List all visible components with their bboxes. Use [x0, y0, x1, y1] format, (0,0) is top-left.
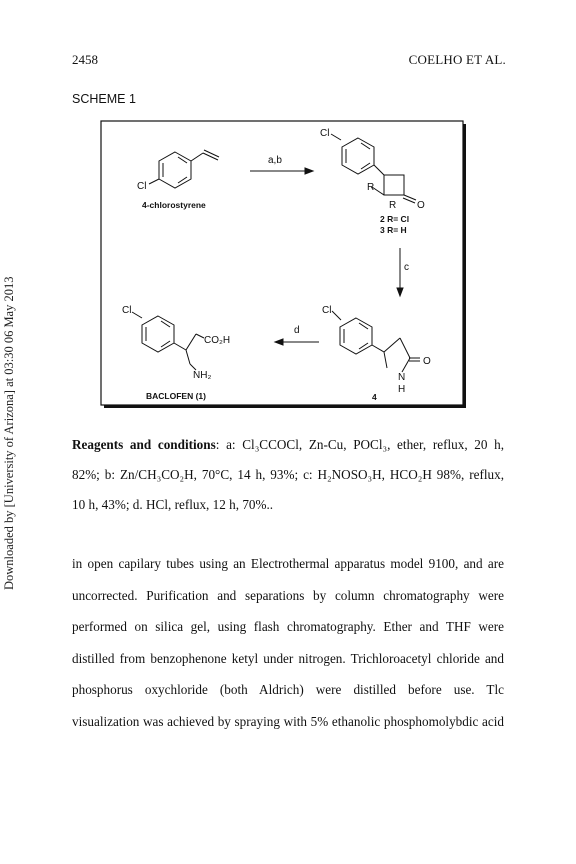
reagents-line-3: 10 h, 43%; d. HCl, reflux, 12 h, 70%.. — [72, 497, 274, 512]
download-watermark: Downloaded by [University of Arizona] at 03:30 06 May 2013 — [2, 276, 16, 590]
baclofen-label: BACLOFEN (1) — [146, 391, 206, 401]
cl-label-1: Cl — [122, 305, 132, 316]
compound-3-label: 3 R= H — [380, 225, 407, 235]
reagents-and-conditions — [72, 430, 504, 520]
o-label-2: O — [417, 200, 425, 211]
reagents-line-2: 82%; b: Zn/CH₃CO₂H, 70°C, 14 h, 93%; c: H₂NOSO₃H, HCO₂H 98%, reflux, — [72, 467, 504, 482]
h-label-4: H — [398, 384, 406, 395]
body-paragraph — [72, 548, 504, 737]
scheme-label: SCHEME 1 — [72, 92, 136, 106]
n-label-4: N — [398, 372, 406, 383]
body-line-5: phosphorus oxychloride (both Aldrich) were distilled before use. Tlc — [72, 682, 504, 697]
body-line-6: visualization was achieved by spraying with 5% ethanolic phosphomolybdic acid — [72, 713, 504, 729]
arrow-c-label: c — [404, 262, 409, 273]
arrow-d-label: d — [294, 325, 300, 336]
cl-label-2: Cl — [320, 128, 330, 139]
scheme-diagram — [100, 120, 468, 410]
reagents-heading: Reagents and conditions — [72, 437, 216, 452]
co2h-label: CO₂H — [204, 335, 231, 346]
compound-2-label: 2 R= Cl — [380, 214, 410, 224]
o-label-4: O — [423, 356, 431, 367]
cl-label-4: Cl — [322, 305, 332, 316]
cl-label-sm: Cl — [137, 181, 147, 192]
body-line-1: in open capilary tubes using an Electrothermal apparatus model 9100, and are — [72, 556, 504, 571]
arrow-ab-label: a,b — [268, 155, 282, 166]
chlorostyrene-name: 4-chlorostyrene — [142, 200, 206, 210]
reaction-scheme — [100, 120, 468, 410]
nh2-label: NH₂ — [193, 370, 212, 381]
body-line-4: distilled from benzophenone ketyl under nitrogen. Trichloroacetyl chloride and — [72, 650, 504, 666]
body-line-2: uncorrected. Purification and separations by column chromatography were — [72, 587, 504, 603]
page-number: 2458 — [72, 52, 98, 67]
r-label-left: R — [367, 182, 375, 193]
compound-4-label: 4 — [372, 392, 377, 402]
body-line-3: performed on silica gel, using flash chromatography. Ether and THF were — [72, 619, 504, 634]
r-label-bottom: R — [389, 200, 397, 211]
running-head: COELHO ET AL. — [408, 52, 506, 67]
reagents-line-1: : a: Cl₃CCOCl, Zn-Cu, POCl₃, ether, reflux, 20 h, — [215, 437, 504, 452]
